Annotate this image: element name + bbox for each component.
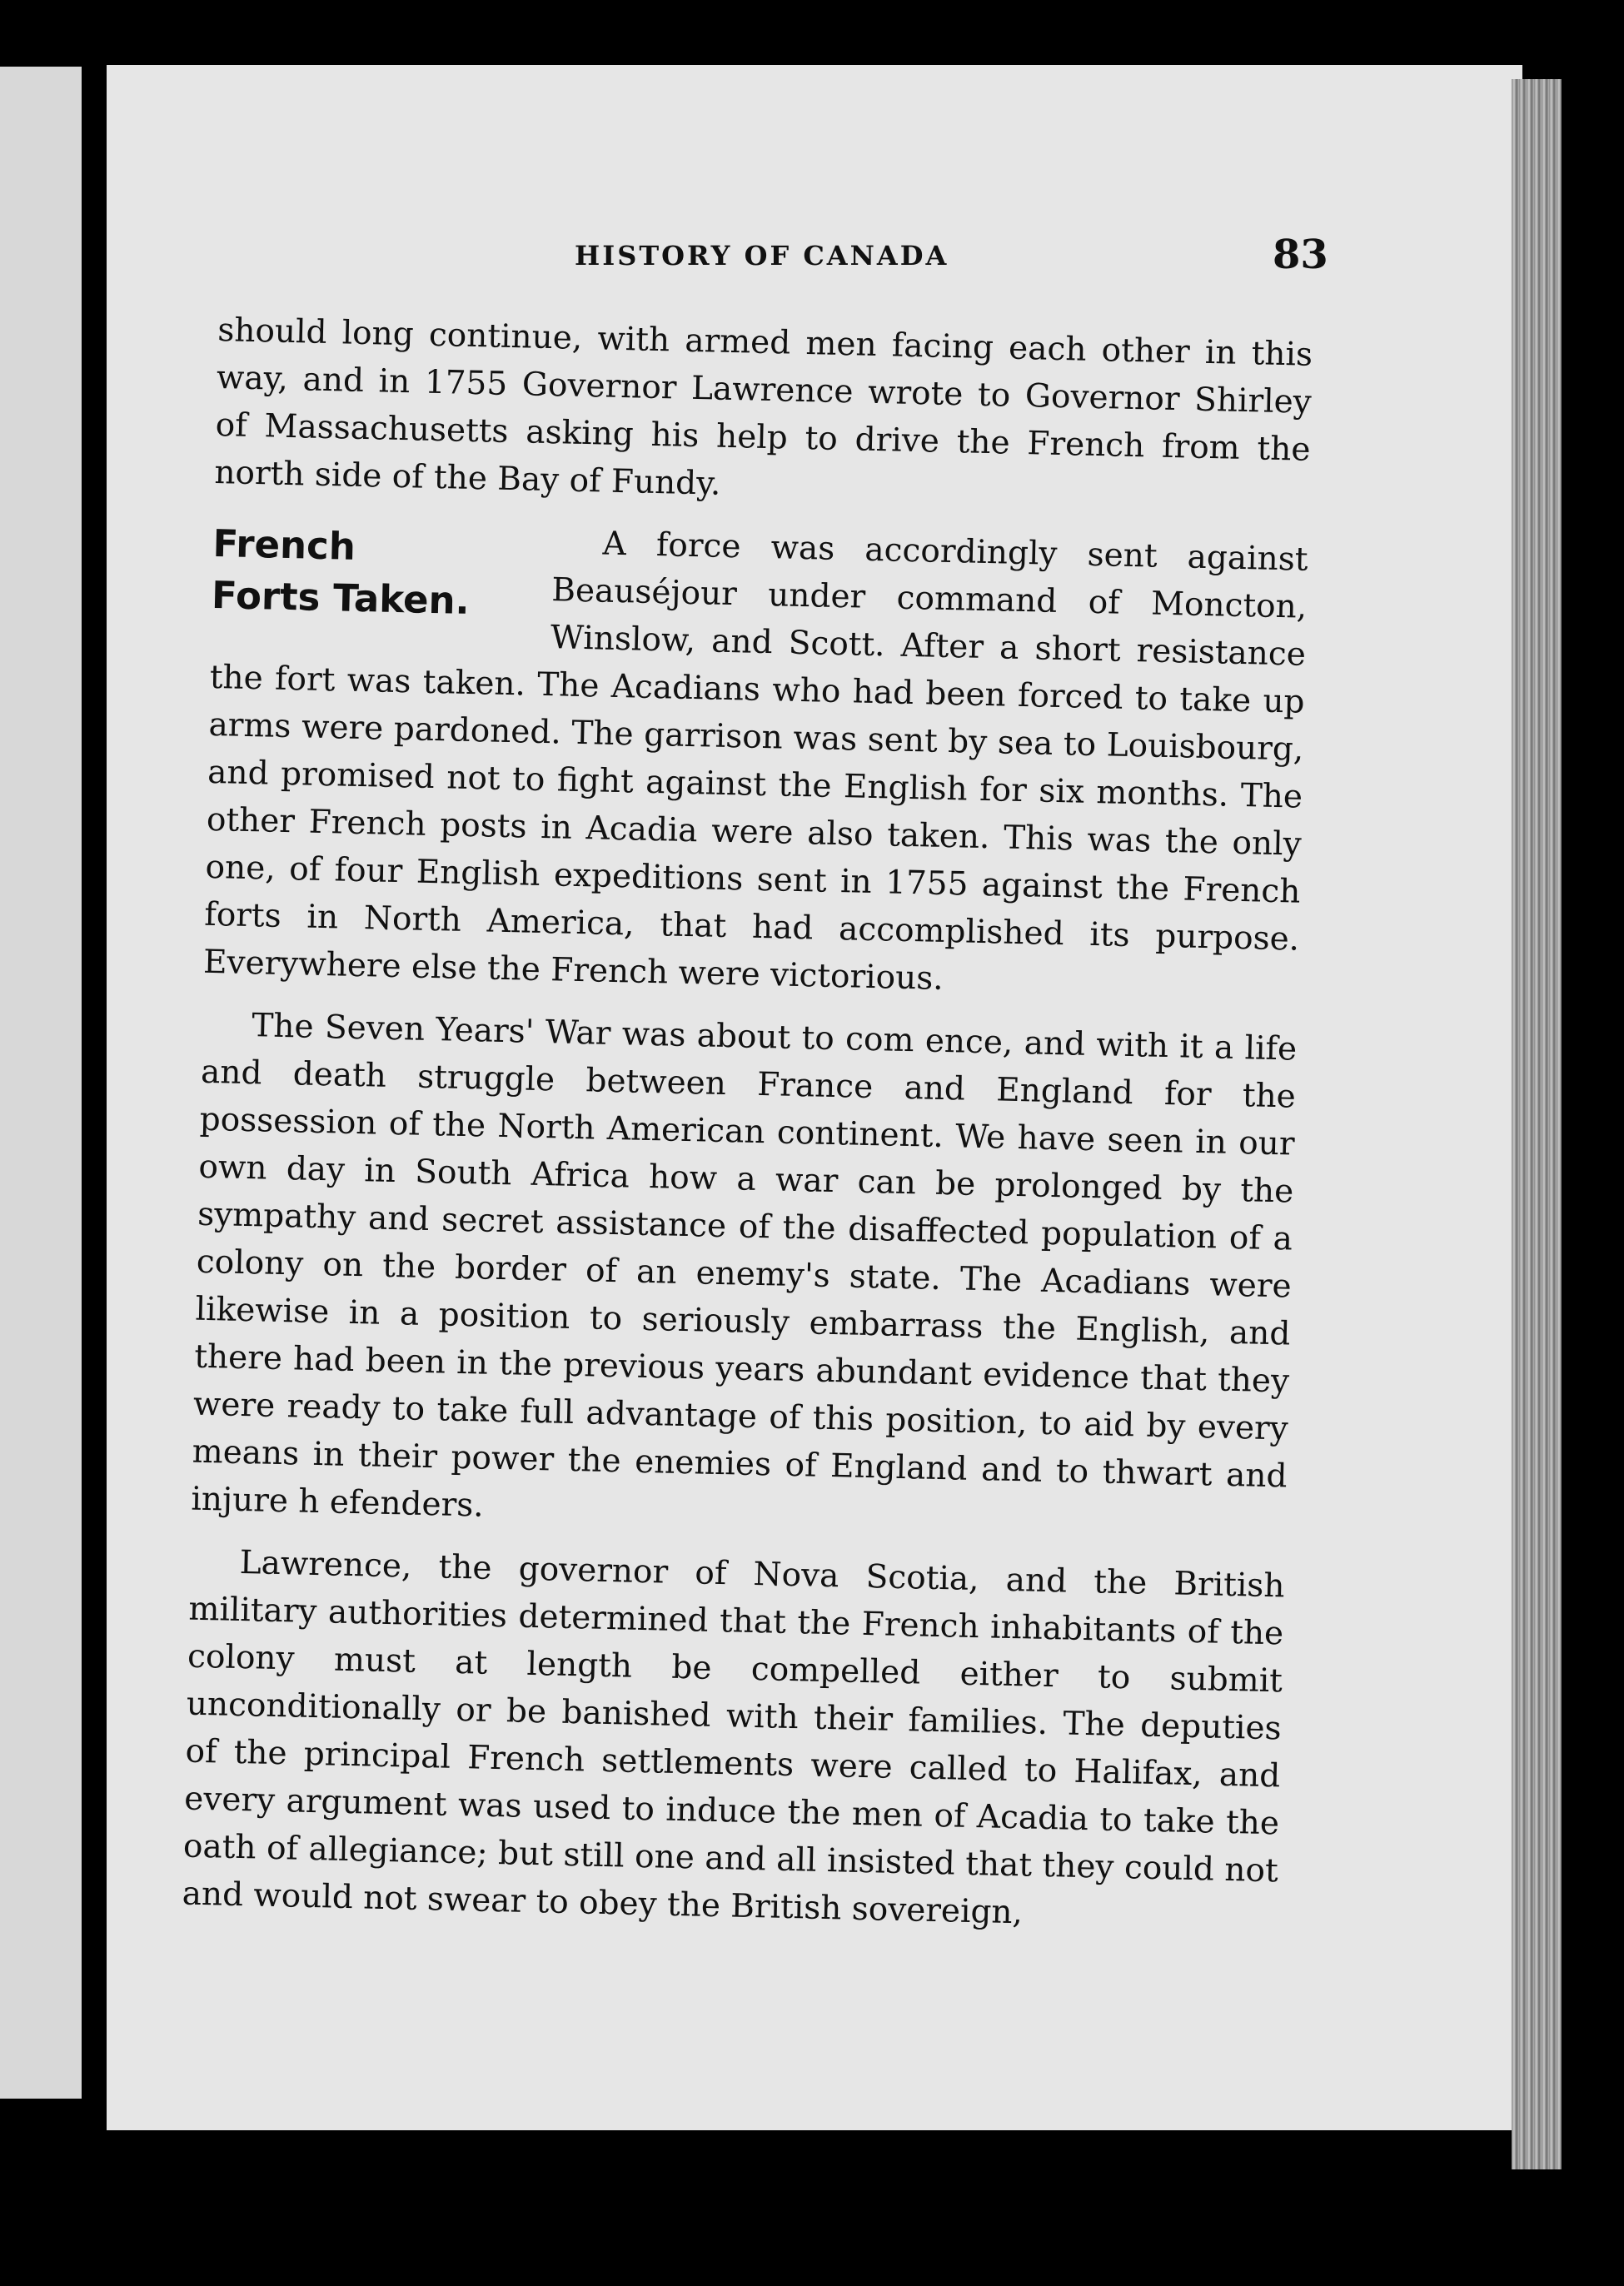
- paragraph: Lawrence, the governor of Nova Scotia, and the British military authorities determined that the French inhabitants of the colony must at length be compelled either to submit unconditionally or be banished with their families. The deputies of the principal French settlements were called to Halifax, and every argument was used to induce the men of Acadia to take the oath of allegiance; but still one and all insisted that they could not and would not swear to obey the British sovereign,: [182, 1543, 1285, 1932]
- paragraph: A force was accordingly sent against Beauséjour under command of Moncton, Winslow, and Scott. After a short resistance the fort was taken. The Acadians who had been forced to take up arms were pardoned. The garrison was sent by sea to Louisbourg, and promised not to fight against the English for six months. The other French posts in Acadia were also taken. This was the only one, of four English expeditions sent in 1755 against the French forts in North America, that had accomplished its purpose. Everywhere else the French were victorious.: [202, 525, 1308, 998]
- page-number: 83: [1273, 232, 1328, 278]
- paragraph: should long continue, with armed men facing each other in this way, and in 1755 Governor Lawrence wrote to Governor Shirley of Massachusetts asking his help to drive the French from the north side of the Bay of Fundy.: [213, 311, 1313, 503]
- book-gutter: [82, 50, 107, 2132]
- body-text: [182, 306, 1313, 1957]
- page-edges: [1512, 79, 1562, 2169]
- sidenote-heading: [211, 518, 538, 629]
- page-header: [575, 232, 1341, 281]
- running-head: HISTORY OF CANADA: [575, 240, 949, 271]
- paragraph: The Seven Years' War was about to com ence, and with it a life and death struggle between France and England for the possession of the North American continent. We have seen in our own day in South Africa how a war can be prolonged by the sympathy and secret assistance of the disaffected population of a colony on the border of an enemy's state. The Acadians were likewise in a position to seriously embarrass the English, and there had been in the previous years abundant evidence that they were ready to take full advantage of this position, to aid by every means in their power the enemies of England and to thwart and injure h efenders.: [190, 1007, 1298, 1525]
- sidenote-line: French: [212, 520, 356, 569]
- sidenote-line: Forts Taken.: [211, 572, 471, 623]
- left-page-edge: [0, 67, 82, 2099]
